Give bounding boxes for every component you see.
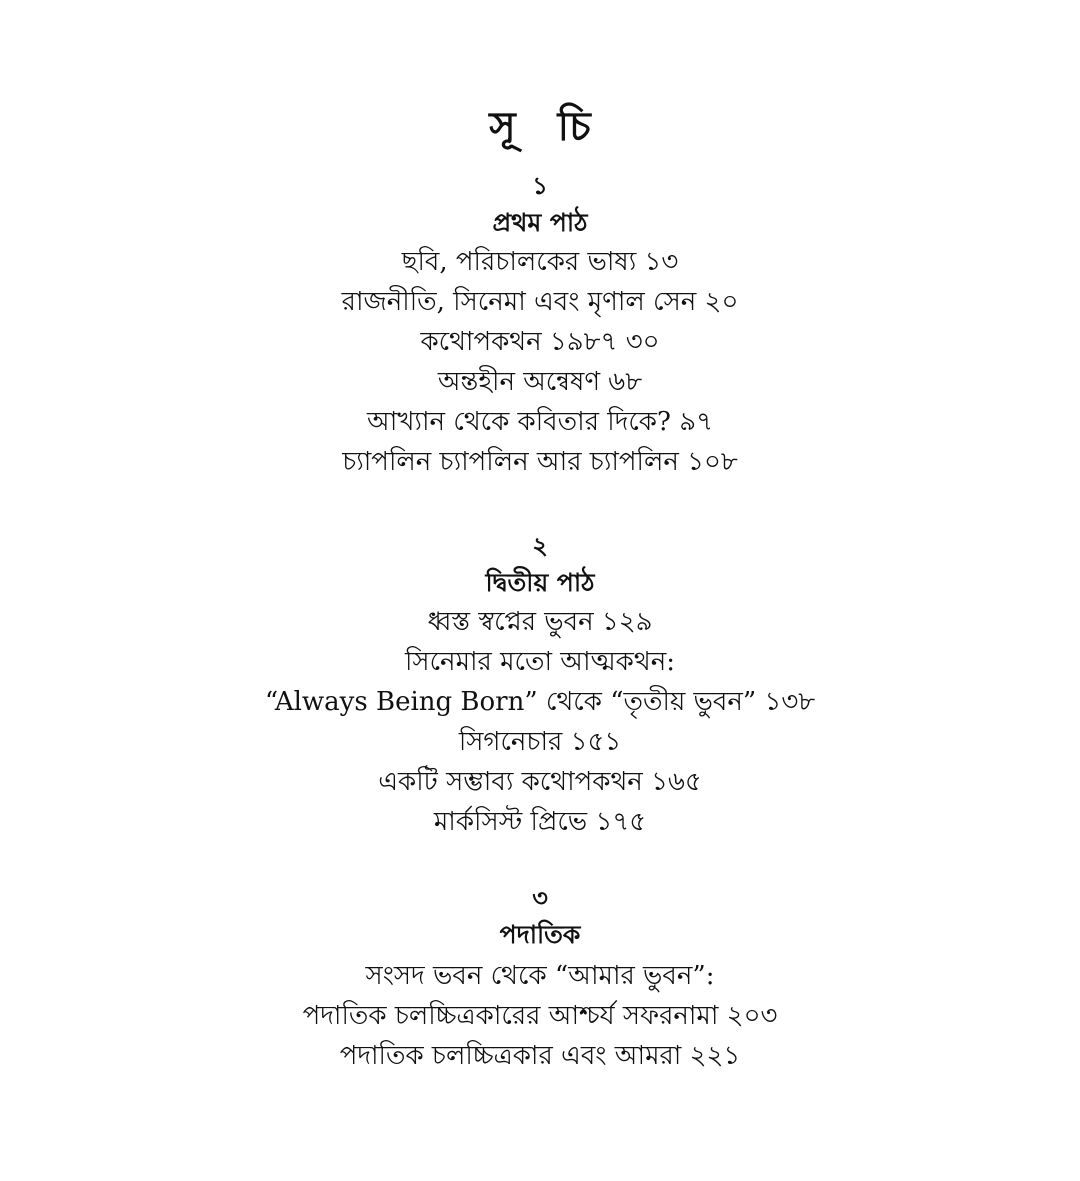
toc-entry: পদাতিক চলচ্চিত্রকারের আশ্চর্য সফরনামা ২০৩ bbox=[302, 1001, 778, 1031]
toc-section-3 bbox=[0, 880, 1080, 1076]
section-entries bbox=[0, 242, 1080, 482]
page-title: সূ চি bbox=[489, 102, 605, 150]
toc-entry: ধ্বস্ত স্বপ্নের ভুবন ১২৯ bbox=[427, 607, 653, 637]
section-entries bbox=[0, 602, 1080, 842]
section-entries bbox=[0, 956, 1080, 1076]
section-number: ১ bbox=[532, 171, 548, 200]
toc-entry: সিগনেচার ১৫১ bbox=[458, 727, 622, 757]
toc-entry: রাজনীতি, সিনেমা এবং মৃণাল সেন ২০ bbox=[341, 287, 739, 317]
toc-entry: চ্যাপলিন চ্যাপলিন আর চ্যাপলিন ১০৮ bbox=[342, 447, 738, 477]
section-title: প্রথম পাঠ bbox=[492, 208, 588, 237]
toc-entry: পদাতিক চলচ্চিত্রকার এবং আমরা ২২১ bbox=[339, 1041, 741, 1071]
toc-section-1 bbox=[0, 168, 1080, 482]
section-title: দ্বিতীয় পাঠ bbox=[485, 568, 595, 597]
toc-entry: ছবি, পরিচালকের ভাষ্য ১৩ bbox=[401, 247, 679, 277]
toc-entry: আখ্যান থেকে কবিতার দিকে? ৯৭ bbox=[367, 407, 713, 437]
section-title: পদাতিক bbox=[499, 920, 581, 949]
toc-entry: কথোপকথন ১৯৮৭ ৩০ bbox=[420, 327, 660, 357]
toc-entry: অন্তহীন অন্বেষণ ৬৮ bbox=[437, 367, 643, 397]
toc-entry: একটি সম্ভাব্য কথোপকথন ১৬৫ bbox=[378, 767, 702, 797]
toc-section-2 bbox=[0, 528, 1080, 842]
toc-entry: সিনেমার মতো আত্মকথন: bbox=[404, 647, 675, 677]
toc-entry: “Always Being Born” থেকে “তৃতীয় ভুবন” ১৩৮ bbox=[264, 687, 816, 717]
section-number: ২ bbox=[532, 531, 548, 560]
toc-entry: মার্কসিস্ট প্রিভে ১৭৫ bbox=[433, 807, 647, 837]
toc-entry: সংসদ ভবন থেকে “আমার ভুবন”: bbox=[365, 961, 715, 991]
section-number: ৩ bbox=[532, 883, 548, 912]
